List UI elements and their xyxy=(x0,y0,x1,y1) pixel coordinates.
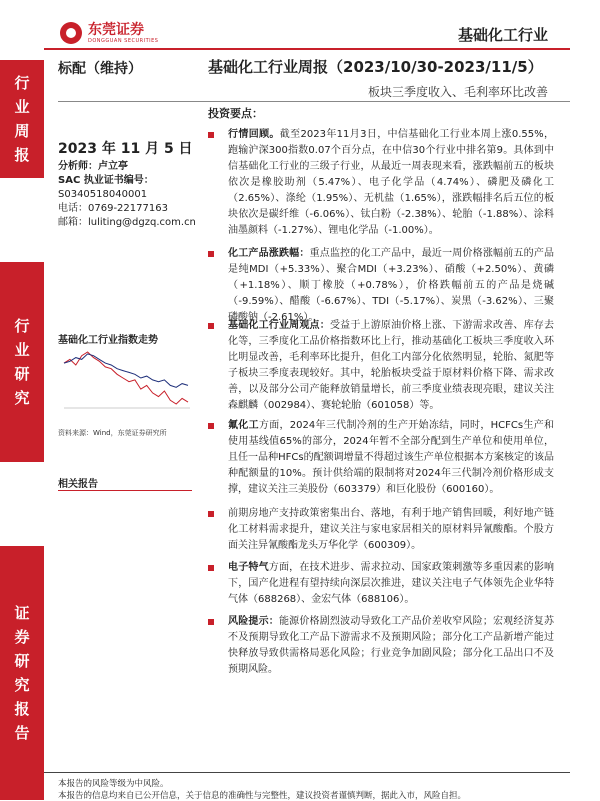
footer-disclaimer: 本报告的信息均来自已公开信息，关于信息的准确性与完整性，建议投资者谨慎判断，据此入市，风险自担。 xyxy=(58,791,467,801)
chart-title: 基础化工行业指数走势 xyxy=(58,335,158,346)
bullet-text: 重点监控的化工产品中，最近一周价格涨幅前五的产品是纯MDI（+5.33%）、聚合MDI（+3.23%）、硝酸（+2.50%）、黄磷（+1.18%）、顺丁橡胶（+0.78%），价格跌幅前五的产品是烧碱（-9.59%）、醋酸（-6.67%）、TDI（-5.17%）、炭黑（-3.62%）、三聚磷酸钠（-2.61%）。 xyxy=(228,248,555,323)
index-trend-chart xyxy=(58,346,192,416)
bullet-risk xyxy=(208,614,554,678)
related-divider xyxy=(58,490,192,491)
bullet-text: 截至2023年11月3日，中信基础化工行业本周上涨0.55%，跑输沪深300指数0.07个百分点，在中信30个行业中排名第9。具体到中信基础化工行业的三级子行业，从最近一周表现来看，涨跌幅前五的板块依次是橡胶助剂（5.47%）、电子化学品（4.74%）、磷肥及磷化工（2.65%）、涤纶（1.95%）、无机盐（1.65%），涨跌幅排名后五位的板块依次是碳纤维（-6.06%）、钛白粉（-2.38%）、轮胎（-1.88%）、涂料油墨颜料（-1.27%）、锂电化学品（-1.00%）。 xyxy=(228,129,554,236)
bullet-text: 受益于上游原油价格上涨、下游需求改善、库存去化等，三季度化工品价格指数环比上行，推动基础化工板块三季度收入环比明显改善，毛利率环比提升，但化工内部分化依然明显，轮胎、氮肥等子板块三季度表现较好。其中，轮胎板块受益于原材料价格下降、需求改善，以及部分公司产能释放销量增长，前三季度业绩表现亮眼，建议关注森麒麟（002984）、赛轮轮胎（601058）等。 xyxy=(228,320,555,411)
analyst-info xyxy=(58,160,196,230)
header-divider xyxy=(44,48,570,50)
chart-series-line-1 xyxy=(64,354,188,387)
email[interactable]: 邮箱：luliting@dgzq.com.cn xyxy=(58,217,196,228)
side-band-report: 证 券 研 究 报 告 xyxy=(0,546,44,800)
bullet-lead: 氟化工 xyxy=(228,420,259,431)
logo-en: DONGGUAN SECURITIES xyxy=(88,37,159,44)
bullet-lead: 电子特气 xyxy=(228,562,269,573)
bullet-text: 能源价格剧烈波动导致化工产品价差收窄风险；宏观经济复苏不及预期导致化工产品下游需求不及预期风险；部分化工产品新增产能过快释放导致供需格局恶化风险；行业竞争加剧风险；部分化工品出口不及预期风险。 xyxy=(228,616,555,675)
bullet-lead: 化工产品涨跌幅： xyxy=(228,248,310,259)
key-points-title: 投资要点： xyxy=(208,107,263,120)
industry-tag: 基础化工行业 xyxy=(457,26,548,44)
side-band-weekly: 行 业 周 报 xyxy=(0,60,44,178)
title-divider xyxy=(58,101,570,102)
bullet-lead: 风险提示： xyxy=(228,616,279,627)
bullet-fluorochemical xyxy=(208,418,554,498)
bullet-lead: 行情回顾。 xyxy=(228,129,280,140)
footer-risk-level: 本报告的风险等级为中风险。 xyxy=(58,779,169,789)
report-subtitle: 板块三季度收入、毛利率环比改善 xyxy=(367,85,548,99)
bullet-square-icon xyxy=(208,323,214,329)
bullet-text: 方面，在技术进步、需求拉动、国家政策刺激等多重因素的影响下，国产化进程有望持续向深层次推进，建议关注电子气体领先企业华特气体（688268）、金宏气体（688106）。 xyxy=(228,562,555,605)
side-band-research: 行 业 研 究 xyxy=(0,262,44,462)
bullet-electronic-gas xyxy=(208,560,554,608)
chart-series-line-0 xyxy=(64,352,188,404)
sac-number: S0340518040001 xyxy=(58,189,148,200)
logo-cn: 东莞证券 xyxy=(88,21,144,38)
bullet-market-review xyxy=(208,127,554,239)
related-reports-title: 相关报告 xyxy=(58,479,98,490)
company-logo xyxy=(60,18,158,48)
bullet-square-icon xyxy=(208,423,214,429)
bullet-lead: 基础化工行业周观点： xyxy=(228,320,330,331)
report-title: 基础化工行业周报（2023/10/30-2023/11/5） xyxy=(208,58,543,76)
footer-divider xyxy=(44,772,570,773)
bullet-text: 方面，2024年三代制冷剂的生产开始冻结，同时，HCFCs生产和使用基线值65%的部分，2024年暂不全部分配到生产单位和使用单位，且任一品种HFCs的配额调增量不得超过该生产单位根据本方案核定的该品种配额量的10%。预计供给端的限制将对2024年三代制冷剂价格形成支撑，建议关注三美股份（603379）和巨化股份（600160）。 xyxy=(228,420,554,495)
bullet-square-icon xyxy=(208,565,214,571)
bullet-text: 前期房地产支持政策密集出台、落地，有利于地产销售回暖，利好地产链化工材料需求提升，建议关注与家电家居相关的原材料异氰酸酯。个股方面关注异氰酸酯龙头万华化学（600309）。 xyxy=(228,508,554,551)
chart-source: 资料来源：Wind，东莞证券研究所 xyxy=(58,429,167,437)
bullet-weekly-view xyxy=(208,318,554,414)
phone: 电话：0769-22177163 xyxy=(58,203,168,214)
rating: 标配（维持） xyxy=(58,61,142,77)
report-date: 2023 年 11 月 5 日 xyxy=(58,141,193,157)
bullet-square-icon xyxy=(208,251,214,257)
bullet-square-icon xyxy=(208,132,214,138)
sac-label: SAC 执业证书编号： xyxy=(58,175,154,186)
bullet-price-change xyxy=(208,246,554,326)
bullet-real-estate xyxy=(208,506,554,554)
analyst-name: 分析师：卢立亭 xyxy=(58,161,128,172)
bullet-square-icon xyxy=(208,511,214,517)
logo-icon xyxy=(60,22,82,44)
bullet-square-icon xyxy=(208,619,214,625)
